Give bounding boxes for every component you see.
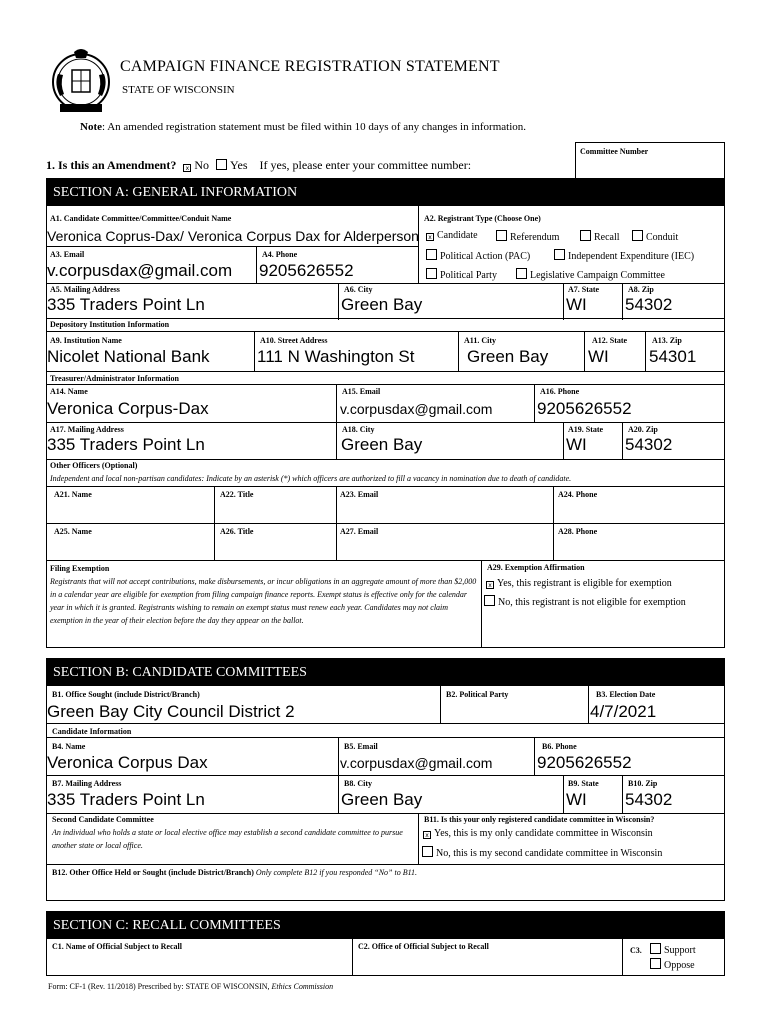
a22-label: A22. Title xyxy=(220,490,254,499)
treasurer-heading: Treasurer/Administrator Information xyxy=(50,374,179,383)
a13-zip[interactable]: 54301 xyxy=(649,347,697,366)
a20-label: A20. Zip xyxy=(628,425,658,434)
a16-label: A16. Phone xyxy=(540,387,580,396)
a12-state[interactable]: WI xyxy=(588,347,609,366)
a16-phone[interactable]: 9205626552 xyxy=(537,399,632,418)
section-b-header: SECTION B: CANDIDATE COMMITTEES xyxy=(46,658,725,685)
c3-support-option[interactable]: Support xyxy=(650,943,696,956)
a4-label: A4. Phone xyxy=(262,250,298,259)
type-conduit[interactable]: Conduit xyxy=(628,230,678,243)
committee-number-field[interactable]: Committee Number xyxy=(575,142,725,178)
amendment-note: Note: An amended registration statement must be filed within 10 days of any changes in information. xyxy=(80,121,527,133)
b7-label: B7. Mailing Address xyxy=(52,779,122,788)
wisconsin-seal-icon xyxy=(46,44,116,120)
a10-street[interactable]: 111 N Washington St xyxy=(257,347,415,366)
a14-name[interactable]: Veronica Corpus-Dax xyxy=(47,399,209,418)
c1-label: C1. Name of Official Subject to Recall xyxy=(52,942,182,951)
b7-address[interactable]: 335 Traders Point Ln xyxy=(47,790,205,809)
form-footer: Form: CF-1 (Rev. 11/2018) Prescribed by: STATE OF WISCONSIN, Ethics Commission xyxy=(48,982,334,991)
a15-email[interactable]: v.corpusdax@gmail.com xyxy=(340,401,493,417)
b3-label: B3. Election Date xyxy=(596,690,656,699)
a23-label: A23. Email xyxy=(340,490,379,499)
type-pac[interactable]: Political Action (PAC) xyxy=(422,249,530,262)
b11-yes-option[interactable]: x Yes, this is my only candidate committee in Wisconsin xyxy=(423,828,653,839)
a17-label: A17. Mailing Address xyxy=(50,425,124,434)
a19-state[interactable]: WI xyxy=(566,435,587,454)
a29-no-option[interactable]: No, this registrant is not eligible for exemption xyxy=(484,595,686,608)
b4-name[interactable]: Veronica Corpus Dax xyxy=(47,753,208,772)
a29-label: A29. Exemption Affirmation xyxy=(487,563,585,572)
form-title: CAMPAIGN FINANCE REGISTRATION STATEMENT xyxy=(120,58,500,75)
b10-zip[interactable]: 54302 xyxy=(625,790,673,809)
a13-label: A13. Zip xyxy=(652,336,682,345)
a3-label: A3. Email xyxy=(50,250,85,259)
a8-zip[interactable]: 54302 xyxy=(625,295,673,314)
a11-city[interactable]: Green Bay xyxy=(467,347,549,366)
a3-email[interactable]: v.corpusdax@gmail.com xyxy=(47,261,233,280)
a19-label: A19. State xyxy=(568,425,604,434)
type-legislative[interactable]: Legislative Campaign Committee xyxy=(512,268,665,281)
type-party[interactable]: Political Party xyxy=(422,268,497,281)
filing-heading: Filing Exemption xyxy=(50,564,110,573)
b4-label: B4. Name xyxy=(52,742,86,751)
a6-label: A6. City xyxy=(344,285,373,294)
b5-email[interactable]: v.corpusdax@gmail.com xyxy=(340,755,493,771)
b2-label: B2. Political Party xyxy=(446,690,509,699)
c2-label: C2. Office of Official Subject to Recall xyxy=(358,942,489,951)
a20-zip[interactable]: 54302 xyxy=(625,435,673,454)
a4-phone[interactable]: 9205626552 xyxy=(259,261,354,280)
a1-label: A1. Candidate Committee/Committee/Conduit Name xyxy=(50,214,232,223)
a7-state[interactable]: WI xyxy=(566,295,587,314)
a25-label: A25. Name xyxy=(54,527,92,536)
a14-label: A14. Name xyxy=(50,387,88,396)
other-officers-note: Independent and local non-partisan candidates: Indicate by an asterisk (*) which officers are authorized to fill a vacancy in nomination due to death of candidate. xyxy=(50,474,572,483)
b1-office[interactable]: Green Bay City Council District 2 xyxy=(47,702,295,721)
a17-address[interactable]: 335 Traders Point Ln xyxy=(47,435,205,454)
a29-yes-option[interactable]: x Yes, this registrant is eligible for exemption xyxy=(486,578,672,589)
b6-phone[interactable]: 9205626552 xyxy=(537,753,632,772)
a12-label: A12. State xyxy=(592,336,628,345)
a21-label: A21. Name xyxy=(54,490,92,499)
b5-label: B5. Email xyxy=(344,742,378,751)
second-committee-text: An individual who holds a state or local elective office may establish a second candidate committee to pursue another state or local office. xyxy=(52,828,403,850)
a6-city[interactable]: Green Bay xyxy=(341,295,423,314)
a27-label: A27. Email xyxy=(340,527,379,536)
a11-label: A11. City xyxy=(464,336,496,345)
a9-institution[interactable]: Nicolet National Bank xyxy=(47,347,210,366)
a1-committee-name[interactable]: Veronica Coprus-Dax/ Veronica Corpus Dax for Alderperson xyxy=(47,228,419,244)
section-a-header: SECTION A: GENERAL INFORMATION xyxy=(46,178,725,205)
a18-label: A18. City xyxy=(342,425,375,434)
other-officers-heading: Other Officers (Optional) xyxy=(50,461,138,470)
a10-label: A10. Street Address xyxy=(260,336,328,345)
amendment-question: 1. Is this an Amendment? x No Yes If yes, please enter your committee number: xyxy=(46,158,472,172)
b9-label: B9. State xyxy=(568,779,599,788)
depository-heading: Depository Institution Information xyxy=(50,320,170,329)
a15-label: A15. Email xyxy=(342,387,381,396)
section-c-header: SECTION C: RECALL COMMITTEES xyxy=(46,911,725,938)
type-referendum[interactable]: Referendum xyxy=(492,230,559,243)
c3-oppose-option[interactable]: Oppose xyxy=(650,958,695,971)
b1-label: B1. Office Sought (include District/Branch) xyxy=(52,690,200,699)
filing-text: Registrants that will not accept contributions, make disbursements, or incur obligations in an aggregate amount of more than $2,000 in a calendar year are eligible for exemption from filing campaign finance reports. Exempt status is effective only for the calendar year in which it is granted. Registrants wishing to remain on exempt status must renew each year. Candidates may not claim exemption in the year of their election before the day they appear on the ballot. xyxy=(50,577,477,625)
amendment-yes-checkbox[interactable] xyxy=(216,159,227,170)
b8-label: B8. City xyxy=(344,779,372,788)
type-recall[interactable]: Recall xyxy=(576,230,620,243)
a18-city[interactable]: Green Bay xyxy=(341,435,423,454)
amendment-no-checkbox[interactable]: x xyxy=(183,164,191,172)
b8-city[interactable]: Green Bay xyxy=(341,790,423,809)
form-subtitle: STATE OF WISCONSIN xyxy=(122,84,235,96)
type-candidate[interactable]: x Candidate xyxy=(426,230,478,241)
c3-label: C3. xyxy=(630,946,642,955)
a24-label: A24. Phone xyxy=(558,490,598,499)
a8-label: A8. Zip xyxy=(628,285,654,294)
a9-label: A9. Institution Name xyxy=(50,336,122,345)
b6-label: B6. Phone xyxy=(542,742,577,751)
second-committee-heading: Second Candidate Committee xyxy=(52,815,154,824)
a5-address[interactable]: 335 Traders Point Ln xyxy=(47,295,205,314)
a28-label: A28. Phone xyxy=(558,527,598,536)
b10-label: B10. Zip xyxy=(628,779,658,788)
b9-state[interactable]: WI xyxy=(566,790,587,809)
candidate-heading: Candidate Information xyxy=(52,727,132,736)
b11-no-option[interactable]: No, this is my second candidate committee in Wisconsin xyxy=(422,846,662,859)
a7-label: A7. State xyxy=(568,285,600,294)
a26-label: A26. Title xyxy=(220,527,254,536)
a5-label: A5. Mailing Address xyxy=(50,285,120,294)
b3-election-date[interactable]: 4/7/2021 xyxy=(590,702,657,721)
type-iec[interactable]: Independent Expenditure (IEC) xyxy=(550,249,694,262)
b12-label: B12. Other Office Held or Sought (include District/Branch) Only complete B12 if you responded “No” to B11. xyxy=(52,868,418,877)
b11-label: B11. Is this your only registered candidate committee in Wisconsin? xyxy=(424,815,655,824)
a2-label: A2. Registrant Type (Choose One) xyxy=(424,214,541,223)
